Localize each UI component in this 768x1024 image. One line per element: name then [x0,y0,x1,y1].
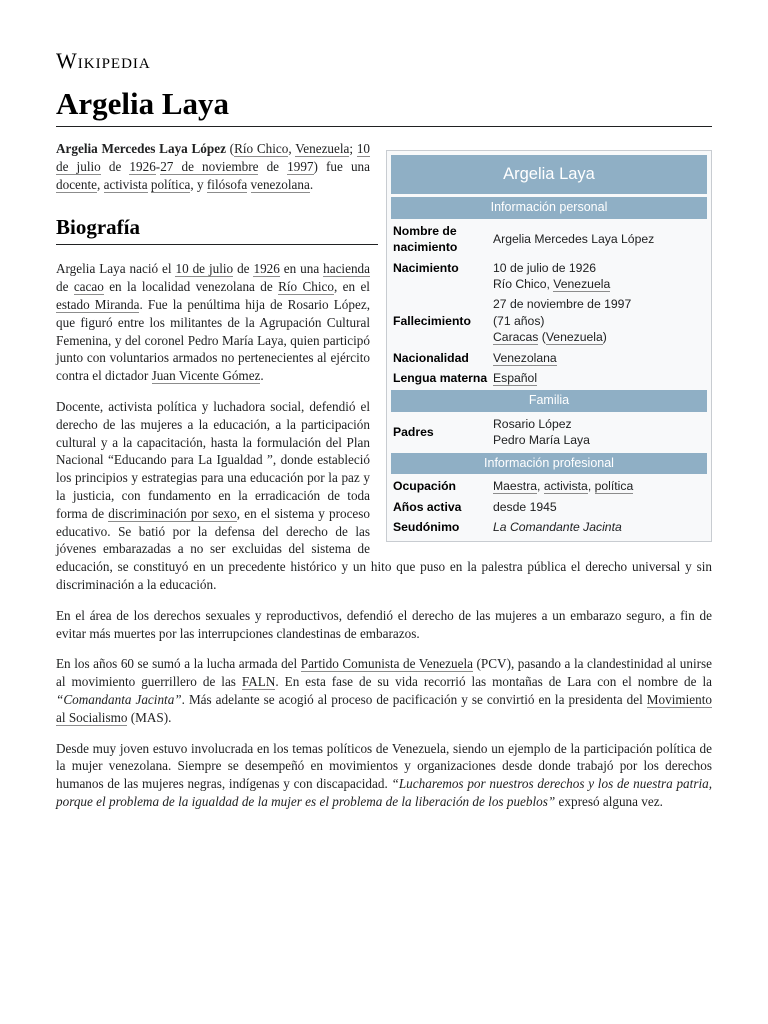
separator: ( [538,330,546,345]
infobox-row-lengua [391,368,707,388]
text: . Más adelante se acogió al proceso de pacificación y se convirtió en la presidenta del [181,691,647,707]
link-10-de-julio[interactable]: 10 de julio [56,141,370,174]
link-activista[interactable]: activista [103,176,148,192]
link-rio-chico[interactable]: Río Chico [234,141,289,156]
infobox-row-nombre [391,221,707,258]
infobox-header-personal: Información personal [391,197,707,218]
subject-name: Argelia Mercedes Laya López [56,141,226,156]
death-age: (71 años) [493,313,545,328]
link-venezolana[interactable]: venezolana [250,176,310,192]
death-place [493,329,707,345]
infobox-value [493,260,707,293]
link-venezuela[interactable]: Venezuela [295,141,350,156]
title-divider [56,126,712,127]
infobox-label: Ocupación [393,479,456,494]
text: ( [225,141,235,156]
infobox-row-anos [391,497,707,517]
text: (PCV), pasando a la clandestinidad al unirse al movimiento guerrillero de las [56,656,712,690]
link-1997[interactable]: 1997 [287,158,314,174]
infobox-value [493,478,707,494]
death-place-link-venezuela[interactable]: Venezuela [545,330,603,345]
text: de [100,158,130,174]
link-movimiento-al-socialismo[interactable]: Movimiento al Socialismo [56,691,713,725]
page-title: Argelia Laya [56,86,230,121]
birth-date: 10 de julio de 1926 [493,260,597,275]
infobox-label: Lengua materna [393,371,488,386]
infobox-value: Argelia Mercedes Laya López [493,232,655,247]
quote: “Lucharemos por nuestros derechos y los de nuestra patria, porque el problema de la igualdad de la mujer es el problema de la liberación de los pueblos” [56,776,713,809]
occupation-link-maestra[interactable]: Maestra [493,479,538,494]
infobox-value [493,296,707,345]
link-1926[interactable]: 1926 [129,158,156,174]
paragraph-politics [56,740,712,811]
link-27-de-noviembre[interactable]: 27 de noviembre [160,158,259,174]
infobox-label: Años activa [393,499,462,514]
infobox-row-fallecimiento [391,294,707,347]
infobox-header-profesional: Información profesional [391,453,707,474]
link-faln[interactable]: FALN [241,674,276,690]
paragraph-reproductive-rights: En el área de los derechos sexuales y reproductivos, defendió el derecho de las mujeres a un embarazo seguro, a fin de evitar más muertes por las interrupciones clandestinas de embarazos. [56,607,712,641]
text: de [56,279,74,295]
birth-place-link-venezuela[interactable]: Venezuela [553,277,611,292]
infobox-value: desde 1945 [493,499,557,514]
link-1926[interactable]: 1926 [253,261,280,277]
text: ; [349,141,357,156]
parent-mother: Rosario López [493,416,572,431]
paragraph-armed-struggle [56,655,712,726]
infobox-header-familia: Familia [391,390,707,411]
birth-place-link-rio-chico: Río Chico [493,277,547,292]
text: Desde muy joven estuvo involucrada en los temas políticos de Venezuela, siendo un ejemplo de la participación política de la mujer venezolana. Siempre se desempeñó en movimientos y organizaciones desde donde trabajó por los derechos humanos de las mujeres negras, indígenas y con discapacidad. [56,740,712,792]
infobox-label: Seudónimo [393,519,460,534]
text: Argelia Laya nació el [56,261,176,277]
separator: , [587,479,595,494]
text: ) fue una [313,158,370,174]
link-hacienda[interactable]: hacienda [323,261,370,277]
infobox-value [493,416,707,449]
link-cacao[interactable]: cacao [73,279,104,295]
infobox-row-nacimiento [391,258,707,295]
occupation-link-politica[interactable]: política [594,479,634,494]
text: de [258,158,288,174]
text: , [288,141,296,156]
infobox-row-seudonimo [391,517,707,537]
link-filosofa[interactable]: filósofa [206,176,248,192]
birth-place [493,276,707,292]
pseudonym: La Comandante Jacinta [493,519,622,534]
nationality-link[interactable]: Venezolana [493,350,557,365]
text: , y [190,176,207,192]
text: Docente, activista política y luchadora social, defendió el derecho de las mujeres a la educación, a la participación cultural y a la capacitación, hasta la formulación del Plan Nacional “Educando para La Igualdad ”, donde estableció los principios y estrategias para una educación por la paz y la justicia, con fundamento en la erradicación de toda forma de [56,398,370,521]
text: . [309,176,314,192]
link-estado-miranda[interactable]: estado Miranda [56,296,140,312]
text: (MAS). [127,709,172,725]
language-link[interactable]: Español [493,371,538,386]
article-body [56,140,712,824]
separator: , [537,479,544,494]
text: en una [279,261,324,277]
text: . Fue la penúltima hija de Rosario López, que figuró entre los militantes de la Agrupación Cultural Femenina, y del coronel Pedro María Laya, quien participó junto con voluntarios armados no pertenecientes al ejército contra el dictador [56,296,370,384]
link-rio-chico[interactable]: Río Chico [278,279,334,295]
text: , en el [333,279,370,295]
text: de [233,261,254,277]
death-date: 27 de noviembre de 1997 [493,297,632,312]
separator: ) [602,330,607,345]
pseudonym-quote: “Comandanta Jacinta” [56,691,182,707]
text: , [97,176,104,192]
text: . En esta fase de su vida recorrió las montañas de Lara con el nombre de la [275,674,712,690]
infobox-label: Fallecimiento [393,313,471,328]
link-discriminacion-por-sexo[interactable]: discriminación por sexo [108,505,237,521]
infobox-label: Nacimiento [393,260,459,275]
infobox [386,150,712,542]
infobox-label: Nombre de nacimiento [393,223,458,255]
infobox-value [493,350,707,366]
text: expresó alguna vez. [555,793,663,809]
link-politica[interactable]: política [150,176,191,192]
wikipedia-wordmark[interactable]: Wikipedia [56,48,151,73]
occupation-link-activista[interactable]: activista [543,479,588,494]
separator: , [546,277,554,292]
infobox-value [493,370,707,386]
text: - [155,158,161,174]
link-docente[interactable]: docente [56,176,98,192]
infobox-title: Argelia Laya [391,155,707,194]
infobox-label: Nacionalidad [393,350,469,365]
infobox-row-nacionalidad [391,348,707,368]
text: , en el sistema y proceso educativo. Se batió por la defensa del derecho de las jóvenes embarazadas a no ser excluidas del sistema de educación, se constituyó en un precedente histórico y un hito que puso en la palestra pública el derecho universal y sin discriminación a la educación. [56,505,712,592]
text: en la localidad venezolana de [103,279,279,295]
link-10-de-julio[interactable]: 10 de julio [175,261,234,277]
parent-father: Pedro María Laya [493,433,590,448]
text [247,177,250,192]
section-heading-biografia: Biografía [56,215,378,245]
infobox-row-ocupacion [391,476,707,496]
infobox-label: Padres [393,425,434,440]
infobox-row-padres [391,414,707,451]
death-place-link-caracas[interactable]: Caracas [493,330,539,345]
link-juan-vicente-gomez[interactable]: Juan Vicente Gómez [151,368,261,384]
text: . [260,368,264,384]
link-partido-comunista[interactable]: Partido Comunista de Venezuela [300,656,473,672]
text: En los años 60 se sumó a la lucha armada del [56,656,301,672]
infobox-value [493,519,707,535]
